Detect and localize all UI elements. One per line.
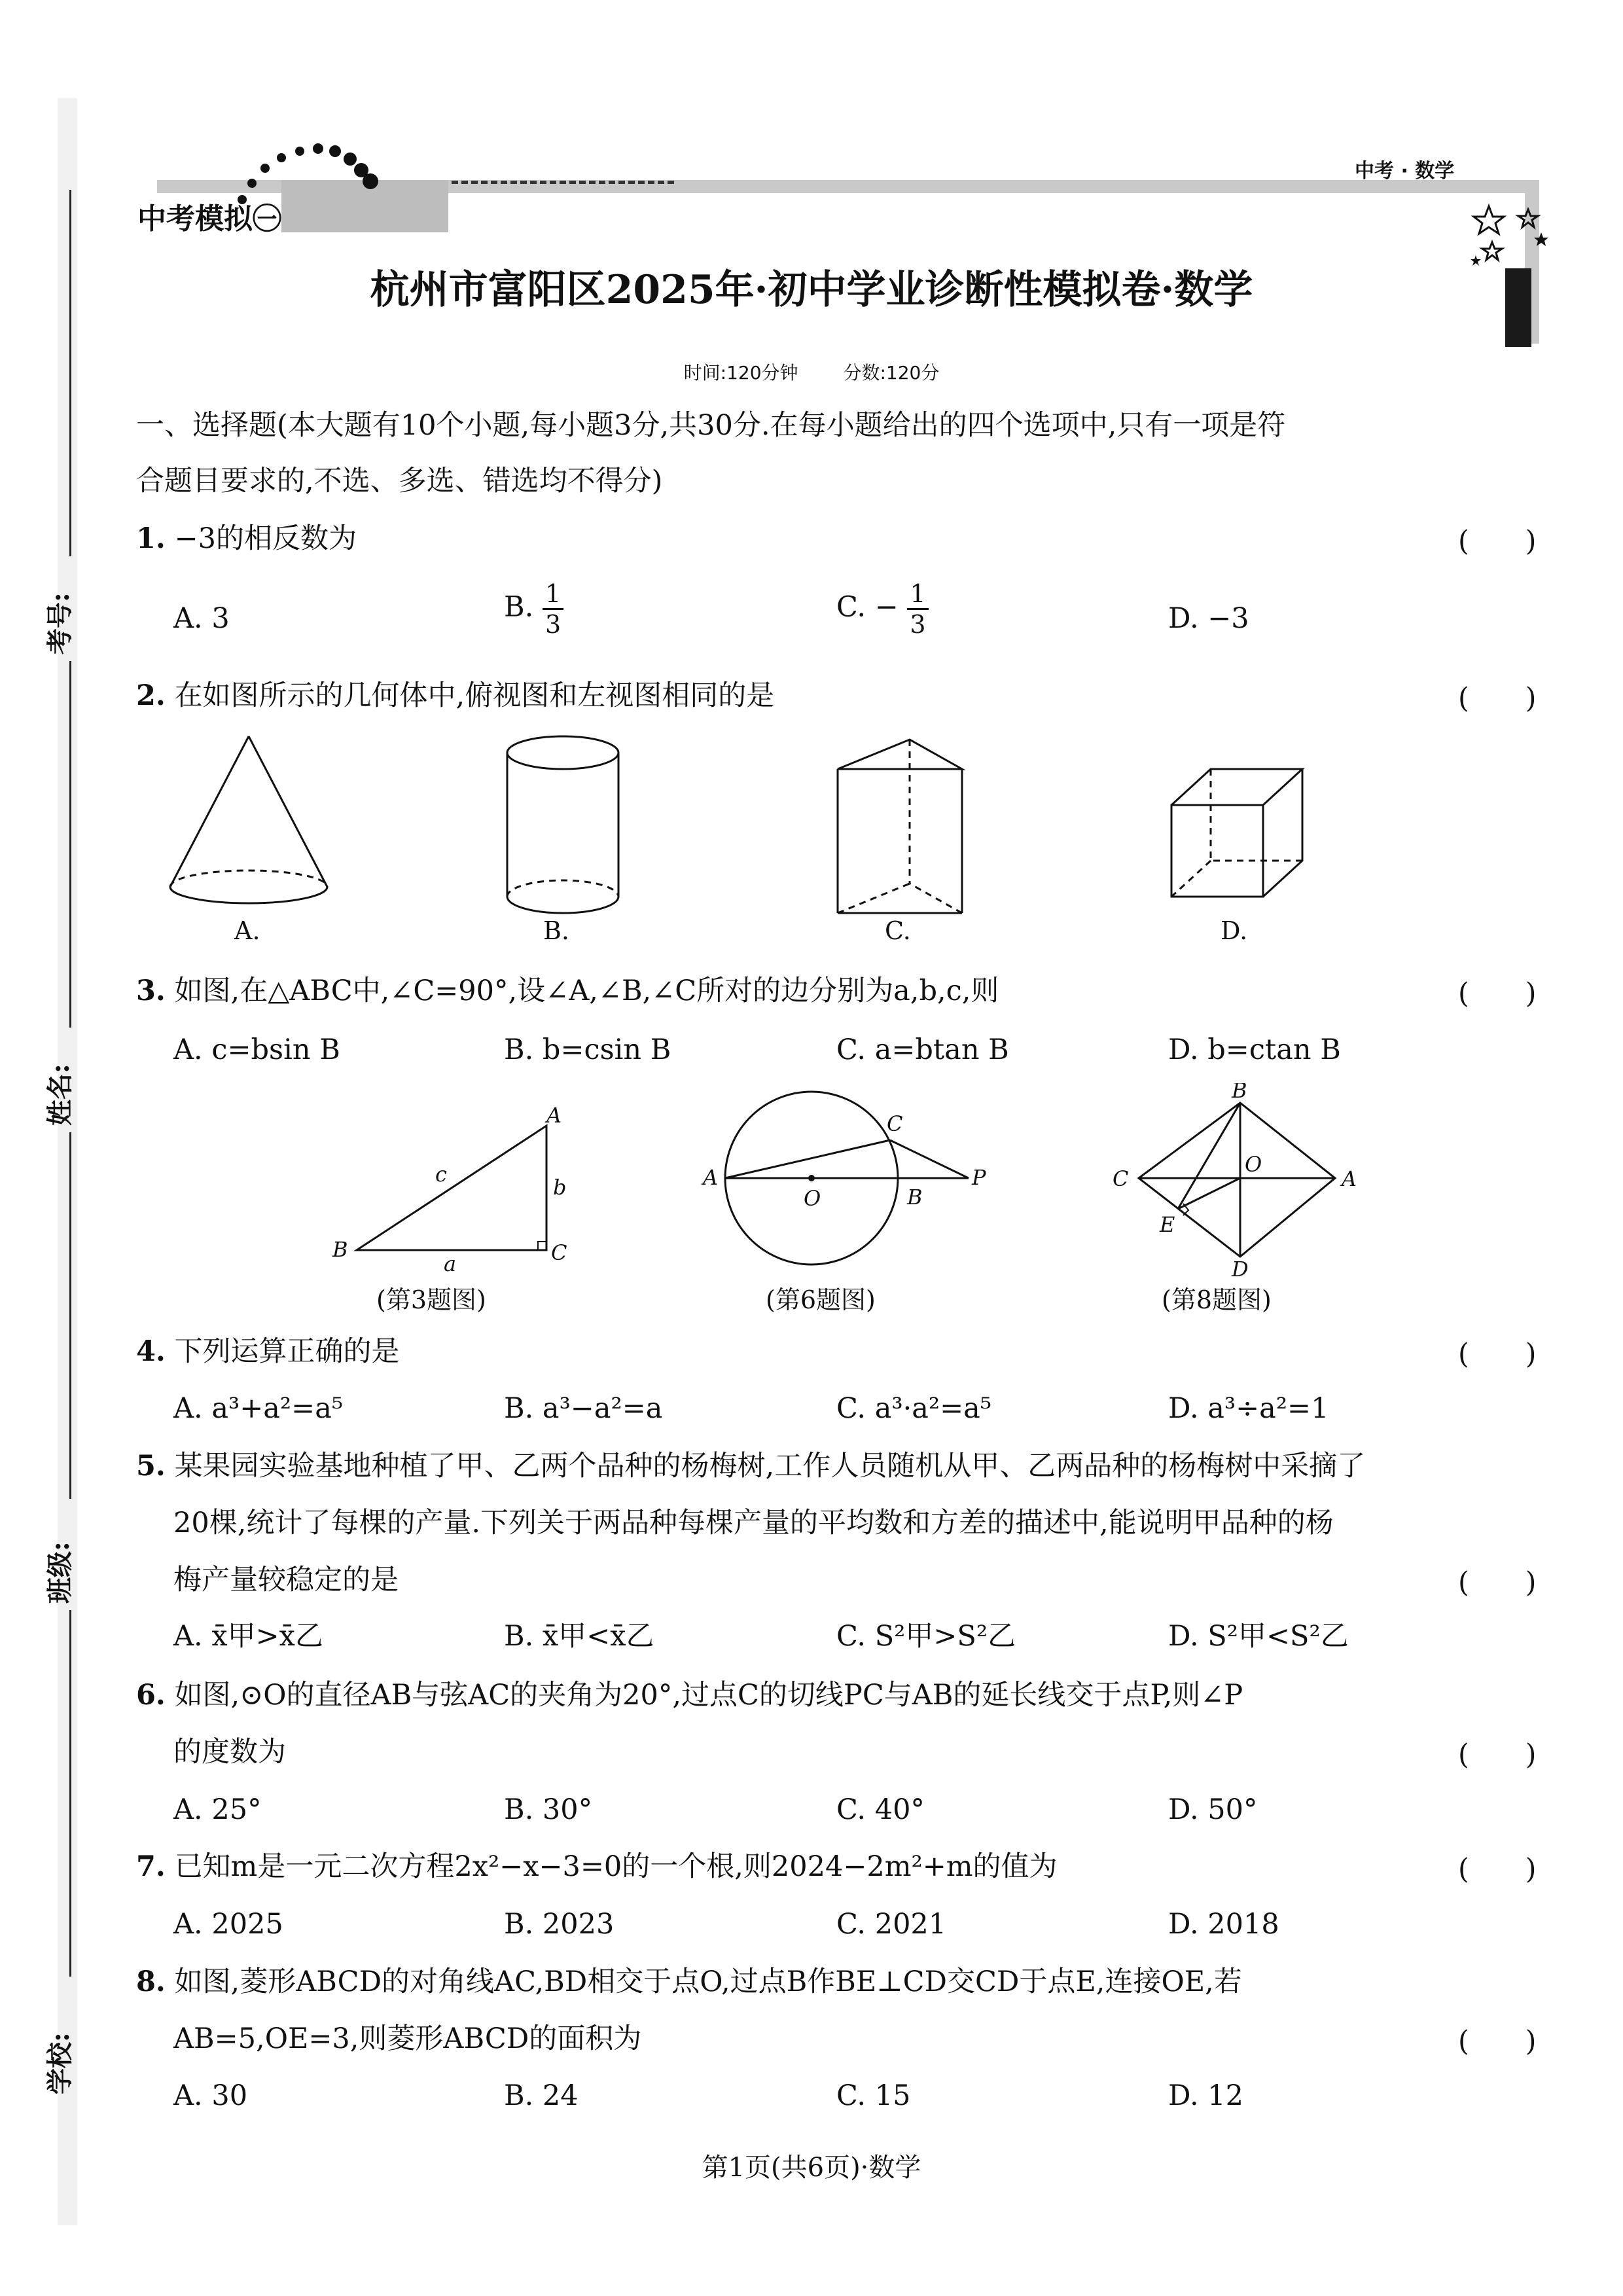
- answer-blank: ( ): [1458, 1853, 1537, 1886]
- q1-option-b: B. $\frac{1}{3}$: [504, 579, 563, 639]
- f8-vertex-c: C: [1113, 1166, 1129, 1191]
- f3-vertex-b: B: [332, 1237, 348, 1262]
- f8-vertex-b: B: [1232, 1083, 1247, 1103]
- q6-option-b: B. 30°: [504, 1793, 593, 1826]
- f8-center-o: O: [1245, 1152, 1262, 1177]
- figure-3-triangle: [327, 1106, 589, 1276]
- f3-vertex-c: C: [551, 1240, 567, 1265]
- page-title: 杭州市富阳区2025年·初中学业诊断性模拟卷·数学: [370, 267, 1253, 313]
- name-label: 姓名:: [45, 1064, 75, 1126]
- answer-blank: ( ): [1458, 977, 1537, 1010]
- f3-side-b: b: [553, 1175, 567, 1200]
- exam-meta: [0, 359, 1623, 385]
- q2-label-b: B.: [543, 916, 570, 945]
- figure-3-caption: (第3题图): [376, 1285, 486, 1314]
- question-5-line3: 梅产量较稳定的是: [173, 1564, 399, 1596]
- q5-option-b: B. x̄甲<x̄乙: [504, 1620, 654, 1653]
- q4-option-c: C. a³·a²=a⁵: [836, 1392, 992, 1425]
- q6-option-d: D. 50°: [1168, 1793, 1258, 1826]
- q6-option-c: C. 40°: [836, 1793, 925, 1826]
- question-8-line2: AB=5,OE=3,则菱形ABCD的面积为: [173, 2022, 642, 2055]
- f3-vertex-a: A: [546, 1106, 562, 1128]
- binding-line: [69, 1132, 71, 1499]
- q5-option-d: D. S²甲<S²乙: [1168, 1620, 1349, 1653]
- f6-point-a: A: [703, 1165, 719, 1190]
- q6-option-a: A. 25°: [173, 1793, 262, 1826]
- q3-option-d: D. b=ctan B: [1168, 1033, 1341, 1066]
- figure-8-caption: (第8题图): [1162, 1285, 1272, 1314]
- q1-option-c: C. − $\frac{1}{3}$: [836, 579, 929, 639]
- question-5-line2: 20棵,统计了每棵的产量.下列关于两品种每棵产量的平均数和方差的描述中,能说明甲品种的杨: [173, 1507, 1334, 1539]
- question-5: 5. 某果园实验基地种植了甲、乙两个品种的杨梅树,工作人员随机从甲、乙两品种的杨梅树中采摘了: [136, 1450, 1366, 1482]
- binding-line: [69, 1610, 71, 1977]
- q1-option-d: D. −3: [1168, 602, 1249, 635]
- question-7: 7. 已知m是一元二次方程2x²−x−3=0的一个根,则2024−2m²+m的值为: [136, 1850, 1058, 1883]
- q8-option-d: D. 12: [1168, 2079, 1243, 2112]
- f6-point-c: C: [887, 1111, 903, 1136]
- header-dash: [452, 181, 674, 184]
- f3-side-a: a: [444, 1251, 457, 1276]
- question-3: 3. 如图,在△ABC中,∠C=90°,设∠A,∠B,∠C所对的边分别为a,b,c,则: [136, 975, 999, 1007]
- f3-side-c: c: [435, 1162, 447, 1187]
- q4-option-d: D. a³÷a²=1: [1168, 1392, 1329, 1425]
- school-label: 学校:: [45, 2032, 75, 2094]
- q2-label-d: D.: [1221, 916, 1248, 945]
- q7-option-b: B. 2023: [504, 1908, 615, 1941]
- section-intro-line2: 合题目要求的,不选、多选、错选均不得分): [136, 465, 663, 497]
- figure-8-rhombus: [1106, 1083, 1381, 1280]
- cube-figure: [1165, 766, 1309, 916]
- margin-shade: [58, 98, 77, 2225]
- class-label: 班级:: [45, 1541, 75, 1604]
- q4-option-b: B. a³−a²=a: [504, 1392, 663, 1425]
- f6-point-b: B: [907, 1185, 923, 1210]
- q3-option-b: B. b=csin B: [504, 1033, 671, 1066]
- figure-6-caption: (第6题图): [766, 1285, 876, 1314]
- f6-point-p: P: [972, 1165, 986, 1190]
- question-1: 1. −3的相反数为: [136, 522, 357, 555]
- q3-option-c: C. a=btan B: [836, 1033, 1009, 1066]
- answer-blank: ( ): [1458, 525, 1537, 558]
- total-score: 分数:120分: [843, 362, 940, 384]
- q2-label-a: A.: [234, 916, 260, 945]
- answer-blank: ( ): [1458, 682, 1537, 715]
- section-intro-line1: 一、选择题(本大题有10个小题,每小题3分,共30分.在每小题给出的四个选项中,只有一项是符: [136, 409, 1286, 442]
- q2-label-c: C.: [885, 916, 911, 945]
- binding-line: [69, 190, 71, 556]
- brand-label: 中考模拟㊀: [137, 202, 281, 236]
- q8-option-c: C. 15: [836, 2079, 911, 2112]
- cone-figure: [164, 730, 334, 913]
- answer-blank: ( ): [1458, 1566, 1537, 1599]
- cylinder-figure: [497, 730, 628, 920]
- q7-option-a: A. 2025: [173, 1908, 283, 1941]
- q4-option-a: A. a³+a²=a⁵: [173, 1392, 344, 1425]
- f8-vertex-d: D: [1232, 1257, 1249, 1280]
- figure-6-circle: [694, 1080, 995, 1289]
- q1-option-a: A. 3: [173, 602, 230, 635]
- q5-option-a: A. x̄甲>x̄乙: [173, 1620, 323, 1653]
- subject-tag: 中考 · 数学: [1355, 160, 1455, 183]
- q7-option-c: C. 2021: [836, 1908, 947, 1941]
- f6-center-o: O: [804, 1186, 821, 1211]
- q5-option-c: C. S²甲>S²乙: [836, 1620, 1016, 1653]
- page-footer: 第1页(共6页)·数学: [702, 2153, 921, 2183]
- question-8: 8. 如图,菱形ABCD的对角线AC,BD相交于点O,过点B作BE⊥CD交CD于点E,连接OE,若: [136, 1965, 1242, 1998]
- f8-point-e: E: [1160, 1212, 1175, 1237]
- question-2: 2. 在如图所示的几何体中,俯视图和左视图相同的是: [136, 679, 775, 712]
- q7-option-d: D. 2018: [1168, 1908, 1279, 1941]
- answer-blank: ( ): [1458, 2025, 1537, 2058]
- q8-option-a: A. 30: [173, 2079, 248, 2112]
- exam-no-label: 考号:: [45, 592, 75, 655]
- q3-option-a: A. c=bsin B: [173, 1033, 340, 1066]
- q8-option-b: B. 24: [504, 2079, 579, 2112]
- binding-line: [69, 661, 71, 1028]
- question-4: 4. 下列运算正确的是: [136, 1335, 400, 1368]
- triangular-prism-figure: [831, 733, 975, 923]
- question-6-line2: 的度数为: [173, 1736, 286, 1768]
- question-6: 6. 如图,⊙O的直径AB与弦AC的夹角为20°,过点C的切线PC与AB的延长线交于点P,则∠P: [136, 1679, 1243, 1712]
- answer-blank: ( ): [1458, 1738, 1537, 1771]
- f8-vertex-a: A: [1342, 1166, 1357, 1191]
- time-limit: 时间:120分钟: [683, 362, 798, 384]
- answer-blank: ( ): [1458, 1338, 1537, 1371]
